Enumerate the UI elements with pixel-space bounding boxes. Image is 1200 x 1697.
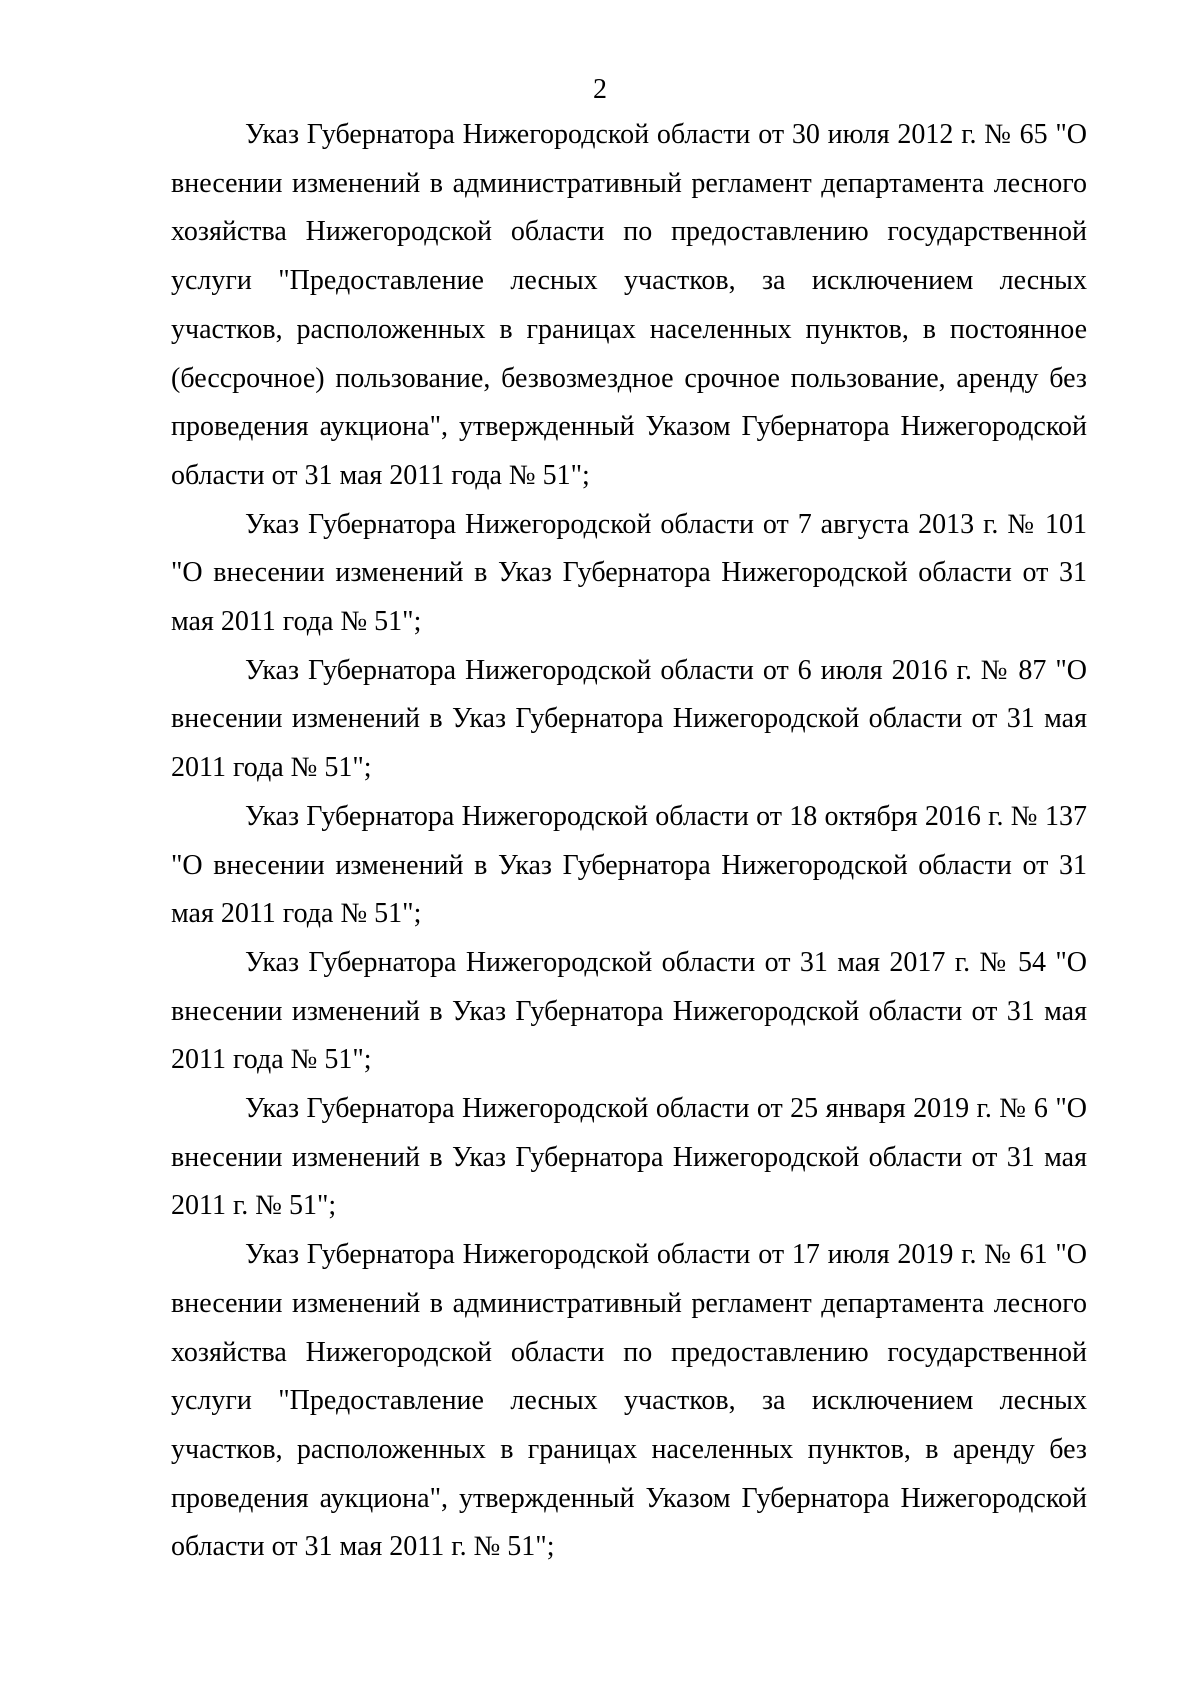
paragraph-decree-2016-87: Указ Губернатора Нижегородской области от 6 июля 2016 г. № 87 "О внесении изменений в Указ Губернатора Нижегородской области от 31 мая 2011 года № 51"; (171, 654, 1087, 784)
paragraph-decree-2012-65: Указ Губернатора Нижегородской области от 30 июля 2012 г. № 65 "О внесении изменений в административный регламент департамента лесного хозяйства Нижегородской области по предоставлению государственной услуги "Предоставление лесных участков, за исключением лесных участков, расположенных в границах населенных пунктов, в постоянное (бессрочное) пользование, безвозмездное срочное пользование, аренду без проведения аукциона", утвержденный Указом Губернатора Нижегородской области от 31 мая 2011 года № 51"; (171, 119, 1087, 491)
paragraph-decree-2019-6: Указ Губернатора Нижегородской области от 25 января 2019 г. № 6 "О внесении изменений в Указ Губернатора Нижегородской области от 31 мая 2011 г. № 51"; (171, 1093, 1087, 1222)
document-body (171, 111, 1087, 1572)
paragraph-decree-2016-137: Указ Губернатора Нижегородской области от 18 октября 2016 г. № 137 "О внесении изменений в Указ Губернатора Нижегородской области от 31 мая 2011 года № 51"; (171, 800, 1087, 930)
page-number: 2 (593, 74, 607, 105)
paragraph-decree-2013-101: Указ Губернатора Нижегородской области от 7 августа 2013 г. № 101 "О внесении изменений в Указ Губернатора Нижегородской области от 31 мая 2011 года № 51"; (171, 508, 1087, 638)
paragraph-decree-2017-54: Указ Губернатора Нижегородской области от 31 мая 2017 г. № 54 "О внесении изменений в Указ Губернатора Нижегородской области от 31 мая 2011 года № 51"; (171, 946, 1087, 1076)
paragraph-decree-2019-61: Указ Губернатора Нижегородской области от 17 июля 2019 г. № 61 "О внесении изменений в административный регламент департамента лесного хозяйства Нижегородской области по предоставлению государственной услуги "Предоставление лесных участков, за исключением лесных участков, расположенных в границах населенных пунктов, в аренду без проведения аукциона", утвержденный Указом Губернатора Нижегородской области от 31 мая 2011 г. № 51"; (171, 1239, 1087, 1563)
